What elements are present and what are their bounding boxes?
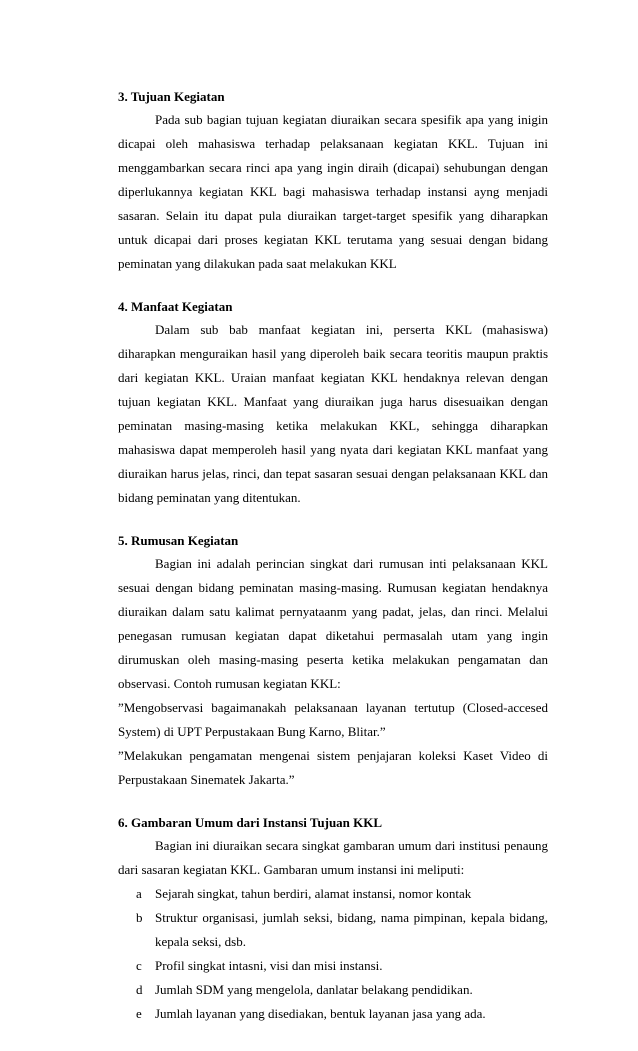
section-paragraph: Pada sub bagian tujuan kegiatan diuraikan secara spesifik apa yang inigin dicapai oleh mahasiswa terhadap pelaksanaan kegiatan KKL. Tujuan ini menggambarkan secara rinci apa yang ingin diraih (dicapai) sehubungan dengan diperlukannya kegiatan KKL bagi mahasiswa terhadap instansi ayng menjadi sasaran. Selain itu dapat pula diuraikan target-target spesifik yang diharapkan untuk dicapai dari proses kegiatan KKL terutama yang sesuai dengan bidang peminatan yang dilakukan pada saat melakukan KKL: [118, 112, 548, 271]
section-heading: 5. Rumusan Kegiatan: [118, 533, 239, 548]
overview-list: [118, 882, 548, 1026]
list-item-text: Sejarah singkat, tahun berdiri, alamat instansi, nomor kontak: [155, 886, 472, 901]
example-quote: ”Melakukan pengamatan mengenai sistem penjajaran koleksi Kaset Video di Perpustakaan Sinematek Jakarta.”: [118, 748, 548, 787]
section-heading: 3. Tujuan Kegiatan: [118, 89, 225, 104]
section-rumusan-kegiatan: [118, 532, 548, 792]
list-item-text: Profil singkat intasni, visi dan misi instansi.: [155, 958, 383, 973]
section-tujuan-kegiatan: [118, 88, 548, 276]
list-marker: b: [136, 910, 143, 925]
list-item: [118, 906, 548, 954]
section-paragraph: Dalam sub bab manfaat kegiatan ini, perserta KKL (mahasiswa) diharapkan menguraikan hasil yang diperoleh baik secara teoritis maupun praktis dari kegiatan KKL. Uraian manfaat kegiatan KKL hendaknya relevan dengan tujuan kegiatan KKL. Manfaat yang diuraikan juga harus disesuaikan dengan peminatan masing-masing ketika melakukan KKL, sehingga diharapkan mahasiswa dapat memperoleh hasil yang nyata dari kegiatan KKL manfaat yang diuraikan harus jelas, rinci, dan tepat sasaran sesuai dengan pelaksanaan KKL dan bidang peminatan yang ditentukan.: [118, 322, 548, 505]
section-manfaat-kegiatan: [118, 298, 548, 510]
section-gambaran-umum: [118, 814, 548, 1026]
list-marker: e: [136, 1006, 142, 1021]
section-paragraph: Bagian ini adalah perincian singkat dari rumusan inti pelaksanaan KKL sesuai dengan bidang peminatan masing-masing. Rumusan kegiatan hendaknya diuraikan dalam satu kalimat pernyataanm yang padat, jelas, dan rinci. Melalui penegasan rumusan kegiatan dapat diketahui permasalah utam yang ingin dirumuskan oleh masing-masing peserta ketika melakukan pengamatan dan observasi. Contoh rumusan kegiatan KKL:: [118, 556, 548, 691]
example-quote: ”Mengobservasi bagaimanakah pelaksanaan layanan tertutup (Closed-accesed System) di UPT Perpustakaan Bung Karno, Blitar.”: [118, 700, 548, 739]
list-item: [118, 978, 548, 1002]
list-item-text: Struktur organisasi, jumlah seksi, bidang, nama pimpinan, kepala bidang, kepala seksi, dsb.: [155, 910, 548, 949]
list-item: [118, 954, 548, 978]
section-paragraph: Bagian ini diuraikan secara singkat gambaran umum dari institusi penaung dari sasaran kegiatan KKL. Gambaran umum instansi ini meliputi:: [118, 838, 548, 877]
list-item-text: Jumlah layanan yang disediakan, bentuk layanan jasa yang ada.: [155, 1006, 486, 1021]
list-marker: a: [136, 886, 142, 901]
list-marker: c: [136, 958, 142, 973]
section-heading: 6. Gambaran Umum dari Instansi Tujuan KKL: [118, 815, 383, 830]
list-item: [118, 882, 548, 906]
list-item: [118, 1002, 548, 1026]
section-heading: 4. Manfaat Kegiatan: [118, 299, 233, 314]
list-marker: d: [136, 982, 143, 997]
list-item-text: Jumlah SDM yang mengelola, danlatar belakang pendidikan.: [155, 982, 473, 997]
